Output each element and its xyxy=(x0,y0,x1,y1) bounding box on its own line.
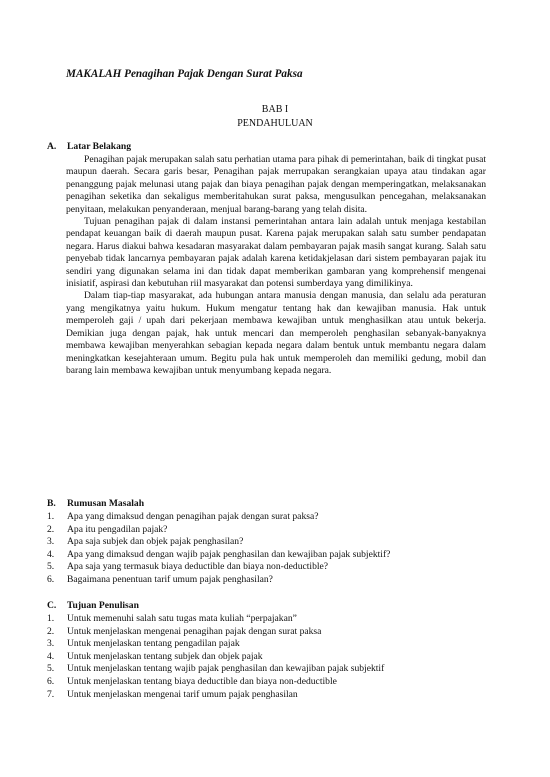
section-letter: C. xyxy=(47,600,57,611)
section-heading-tujuan-penulisan xyxy=(47,600,139,612)
list-number: 3. xyxy=(47,536,55,548)
list-item xyxy=(47,536,507,549)
list-number: 4. xyxy=(47,650,55,662)
paragraph: Tujuan penagihan pajak di dalam instansi pemerintahan antara lain adalah untuk menjaga kestabilan pendapat keuangan baik di daerah maupun pusat. Karena pajak merupakan salah satu sumber pendapatan negara. Harus diakui bahwa kesadaran masyarakat dalam pembayaran pajak masih sangat kurang. Salah satu penyebab tidak lancarnya pembayaran pajak adalah karena ketidakjelasan dari sistem pembayaran pajak itu sendiri yang digunakan selama ini dan tidak dapat memberikan gambaran yang komprehensif mengenai inisiatif, aspirasi dan kebutuhan riil masyarakat dan potensi sumberdaya yang dimilikinya. xyxy=(66,216,486,290)
section-heading-text: Rumusan Masalah xyxy=(67,498,145,509)
list-text: Untuk menjelaskan tentang pengadilan pajak xyxy=(67,638,240,650)
list-number: 7. xyxy=(47,688,55,700)
list-item xyxy=(47,574,507,587)
list-text: Untuk menjelaskan mengenai tarif umum pajak penghasilan xyxy=(67,688,298,700)
list-number: 5. xyxy=(47,561,55,573)
document-title: MAKALAH Penagihan Pajak Dengan Surat Paksa xyxy=(66,68,303,80)
list-item xyxy=(47,511,507,524)
list-number: 4. xyxy=(47,548,55,560)
list-item xyxy=(47,561,507,574)
list-item xyxy=(47,626,507,639)
section-heading-rumusan-masalah xyxy=(47,498,144,510)
list-number: 2. xyxy=(47,523,55,535)
list-text: Untuk menjelaskan tentang biaya deductible dan biaya non-deductible xyxy=(67,675,337,687)
list-number: 6. xyxy=(47,573,55,585)
list-text: Untuk memenuhi salah satu tugas mata kuliah “perpajakan” xyxy=(67,613,297,624)
list-text: Apa yang dimaksud dengan penagihan pajak dengan surat paksa? xyxy=(67,511,319,522)
list-number: 6. xyxy=(47,675,55,687)
tujuan-penulisan-list xyxy=(47,613,507,701)
list-number: 1. xyxy=(47,613,55,624)
rumusan-masalah-list xyxy=(47,511,507,587)
list-number: 5. xyxy=(47,663,55,675)
list-item xyxy=(47,613,507,626)
list-item xyxy=(47,676,507,689)
list-text: Untuk menjelaskan tentang wajib pajak penghasilan dan kewajiban pajak subjektif xyxy=(67,663,385,675)
list-number: 1. xyxy=(47,511,55,522)
section-heading-latar-belakang xyxy=(47,141,131,153)
list-item xyxy=(47,638,507,651)
list-item xyxy=(47,549,507,562)
list-item xyxy=(47,689,507,702)
list-text: Bagaimana penentuan tarif umum pajak penghasilan? xyxy=(67,573,273,585)
list-text: Apa saja subjek dan objek pajak penghasilan? xyxy=(67,536,244,548)
list-number: 2. xyxy=(47,625,55,637)
paragraph: Penagihan pajak merupakan salah satu perhatian utama para pihak di pemerintahan, baik di tingkat pusat maupun daerah. Secara garis besar, Penagihan pajak merrupakan serangkaian upaya atau tindakan agar penanggung pajak melunasi utang pajak dan biaya penagihan pajak dengan memperingatkan, melaksanakan penagihan seketika dan sekaligus memberitahukan surat paksa, mengusulkan pencegahan, melaksanakan penyitaan, melakukan penyanderaan, menjual barang-barang yang telah disita. xyxy=(66,154,487,215)
latar-belakang-body xyxy=(66,154,486,377)
section-heading-text: Tujuan Penulisan xyxy=(67,600,139,611)
list-item xyxy=(47,663,507,676)
list-text: Apa yang dimaksud dengan wajib pajak penghasilan dan kewajiban pajak subjektif? xyxy=(67,548,391,560)
chapter-title: PENDAHULUAN xyxy=(237,118,313,129)
chapter-number: BAB I xyxy=(261,104,289,115)
list-number: 3. xyxy=(47,638,55,650)
section-letter: A. xyxy=(47,141,57,152)
paragraph: Dalam tiap-tiap masyarakat, ada hubungan antara manusia dengan manusia, dan selalu ada peraturan yang mengikatnya yaitu hukum. Hukum mengatur tentang hak dan kewajiban manusia. Hak untuk memperoleh gaji / upah dari pekerjaan membawa kewajiban untuk menghasilkan atau untuk bekerja. Demikian juga dengan pajak, hak untuk mencari dan memperoleh penghasilan sebanyak-banyaknya membawa kewajiban menyerahkan sebagian kepada negara dalam bentuk untuk membantu negara dalam meningkatkan kesejahteraan umum. Begitu pula hak untuk memperoleh dan memiliki gedung, mobil dan barang lain membawa kewajiban untuk menyumbang kepada negara. xyxy=(66,290,486,376)
list-text: Apa saja yang termasuk biaya deductible dan biaya non-deductible? xyxy=(67,561,329,573)
list-item xyxy=(47,651,507,664)
list-text: Apa itu pengadilan pajak? xyxy=(67,523,168,535)
list-text: Untuk menjelaskan mengenai penagihan pajak dengan surat paksa xyxy=(67,625,322,637)
list-item xyxy=(47,524,507,537)
section-letter: B. xyxy=(47,498,56,509)
list-text: Untuk menjelaskan tentang subjek dan objek pajak xyxy=(67,650,263,662)
section-heading-text: Latar Belakang xyxy=(67,141,132,152)
